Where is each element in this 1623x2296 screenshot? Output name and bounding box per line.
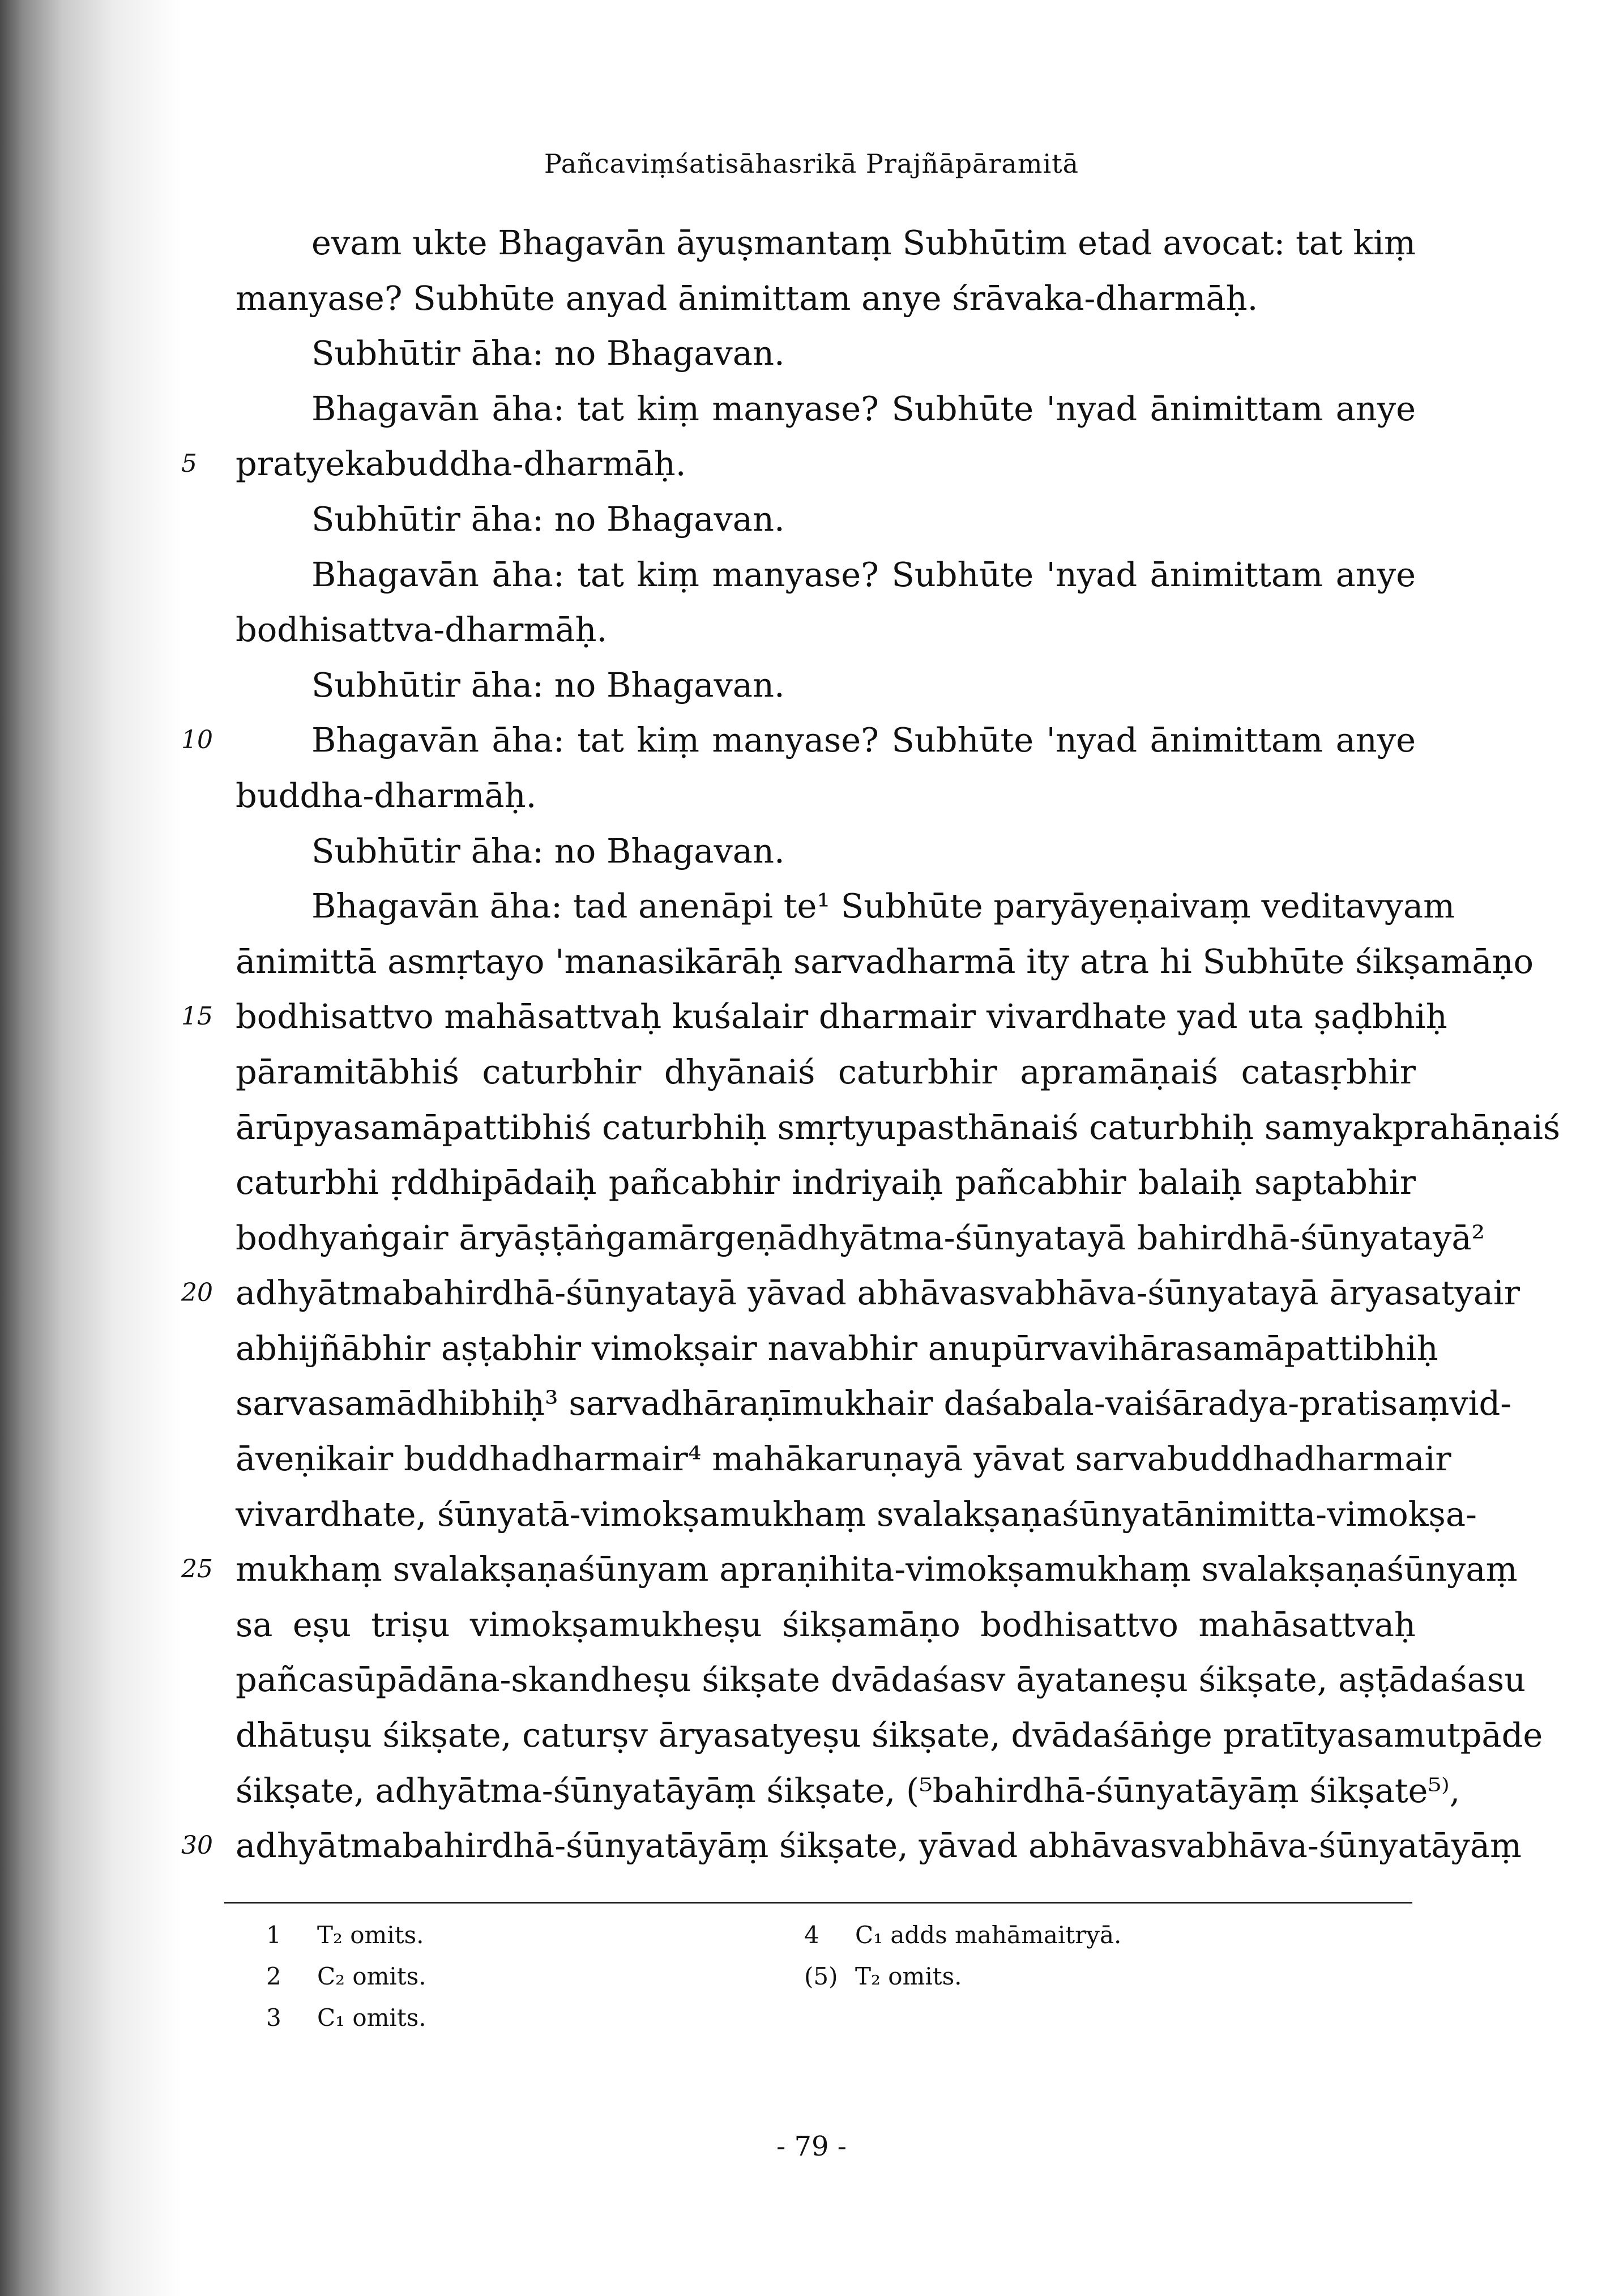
footnote-text: T₂ omits. [855, 1962, 962, 1990]
text-line-8: bodhisattva-dharmāḥ. [236, 610, 608, 650]
line-number: 15 [181, 1002, 213, 1031]
footnotes-right [804, 1914, 1121, 1997]
text-line-14: ānimittā asmṛtayo 'manasikārāḥ sarvadharmā ity atra hi Subhūte śikṣamāṇo [236, 941, 1534, 981]
footnote-number: 2 [266, 1962, 281, 1990]
line-number: 25 [181, 1555, 213, 1584]
text-line-12: Subhūtir āha: no Bhagavan. [311, 831, 785, 870]
line-number: 5 [181, 449, 197, 479]
footnote-number: (5) [804, 1962, 838, 1990]
text-line-27: pañcasūpādāna-skandheṣu śikṣate dvādaśasv āyataneṣu śikṣate, aṣṭādaśasu [236, 1660, 1526, 1700]
text-line-26: sa eṣu triṣu vimokṣamukheṣu śikṣamāṇo bodhisattvo mahāsattvaḥ [236, 1604, 1416, 1644]
running-title: Pañcaviṃśatisāhasrikā Prajñāpāramitā [544, 148, 1079, 179]
footnote-text: C₂ omits. [317, 1962, 426, 1990]
text-line-6: Subhūtir āha: no Bhagavan. [311, 499, 785, 539]
footnote [266, 1914, 426, 1956]
text-line-3: Subhūtir āha: no Bhagavan. [311, 334, 785, 373]
text-line-11: buddha-dharmāḥ. [236, 775, 537, 815]
text-line-20: 20 adhyātmabahirdhā-śūnyatayā yāvad abhāvasvabhāva-śūnyatayā āryasatyair [236, 1265, 1416, 1321]
text-line-21: abhijñābhir aṣṭabhir vimokṣair navabhir anupūrvavihārasamāpattibhiḥ [236, 1328, 1438, 1368]
text-line-5: 5 pratyekabuddha-dharmāḥ. [236, 436, 1416, 492]
text-line-16: pāramitābhiś caturbhir dhyānaiś caturbhir apramāṇaiś catasṛbhir [236, 1052, 1416, 1091]
text-line-28: dhātuṣu śikṣate, caturṣv āryasatyeṣu śikṣate, dvādaśāṅge pratītyasamutpāde [236, 1715, 1543, 1755]
text-line-22: sarvasamādhibhiḥ³ sarvadhāraṇīmukhair daśabala-vaiśāradya-pratisaṃvid- [236, 1384, 1512, 1423]
text-line-2: manyase? Subhūte anyad ānimittam anye śrāvaka-dharmāḥ. [236, 278, 1258, 318]
main-text [181, 215, 1561, 1873]
text-line-4: Bhagavān āha: tat kiṃ manyase? Subhūte 'nyad ānimittam anye [311, 389, 1416, 428]
footnote-text: T₂ omits. [317, 1921, 424, 1949]
text-line-23: āveṇikair buddhadharmair⁴ mahākaruṇayā yāvat sarvabuddhadharmair [236, 1439, 1451, 1479]
text-line-30: 30 adhyātmabahirdhā-śūnyatāyāṃ śikṣate, yāvad abhāvasvabhāva-śūnyatāyāṃ [236, 1818, 1416, 1873]
footnote [266, 1997, 426, 2038]
page-number: - 79 - [776, 2131, 847, 2162]
text-line-9: Subhūtir āha: no Bhagavan. [311, 665, 785, 705]
text-line-15: 15 bodhisattvo mahāsattvaḥ kuśalair dharmair vivardhate yad uta ṣaḍbhiḥ [236, 989, 1416, 1044]
text-line-10: 10 Bhagavān āha: tat kiṃ manyase? Subhūte 'nyad ānimittam anye [236, 712, 1416, 768]
footnote-number: 1 [266, 1921, 281, 1949]
text-line-17: ārūpyasamāpattibhiś caturbhiḥ smṛtyupasthānaiś caturbhiḥ samyakprahāṇaiś [236, 1107, 1561, 1147]
line-number: 30 [181, 1831, 213, 1860]
text-line-29: śikṣate, adhyātma-śūnyatāyāṃ śikṣate, (⁵bahirdhā-śūnyatāyāṃ śikṣate⁵⁾, [236, 1770, 1460, 1810]
footnote-rule [224, 1902, 1412, 1904]
line-number: 20 [181, 1278, 213, 1308]
footnote [804, 1914, 1121, 1956]
footnote-number: 4 [804, 1921, 819, 1949]
text-line-19: bodhyaṅgair āryāṣṭāṅgamārgeṇādhyātma-śūnyatayā bahirdhā-śūnyatayā² [236, 1218, 1485, 1257]
footnote [804, 1956, 1121, 1997]
footnote [266, 1956, 426, 1997]
text-line-7: Bhagavān āha: tat kiṃ manyase? Subhūte 'nyad ānimittam anye [311, 554, 1416, 594]
footnote-number: 3 [266, 2004, 281, 2032]
text-line-25: 25 mukhaṃ svalakṣaṇaśūnyam apraṇihita-vimokṣamukhaṃ svalakṣaṇaśūnyaṃ [236, 1542, 1416, 1597]
footnote-text: C₁ adds mahāmaitryā. [855, 1921, 1122, 1949]
line-number: 10 [181, 725, 213, 755]
text-line-24: vivardhate, śūnyatā-vimokṣamukhaṃ svalakṣaṇaśūnyatānimitta-vimokṣa- [236, 1494, 1477, 1534]
scan-binding-shadow [0, 0, 181, 2296]
text-line-13: Bhagavān āha: tad anenāpi te¹ Subhūte paryāyeṇaivaṃ veditavyam [311, 886, 1455, 926]
footnote-text: C₁ omits. [317, 2004, 426, 2032]
text-line-1: evam ukte Bhagavān āyuṣmantaṃ Subhūtim etad avocat: tat kiṃ [311, 223, 1416, 262]
footnotes-left [266, 1914, 426, 2038]
text-line-18: caturbhi ṛddhipādaiḥ pañcabhir indriyaiḥ pañcabhir balaiḥ saptabhir [236, 1163, 1416, 1202]
